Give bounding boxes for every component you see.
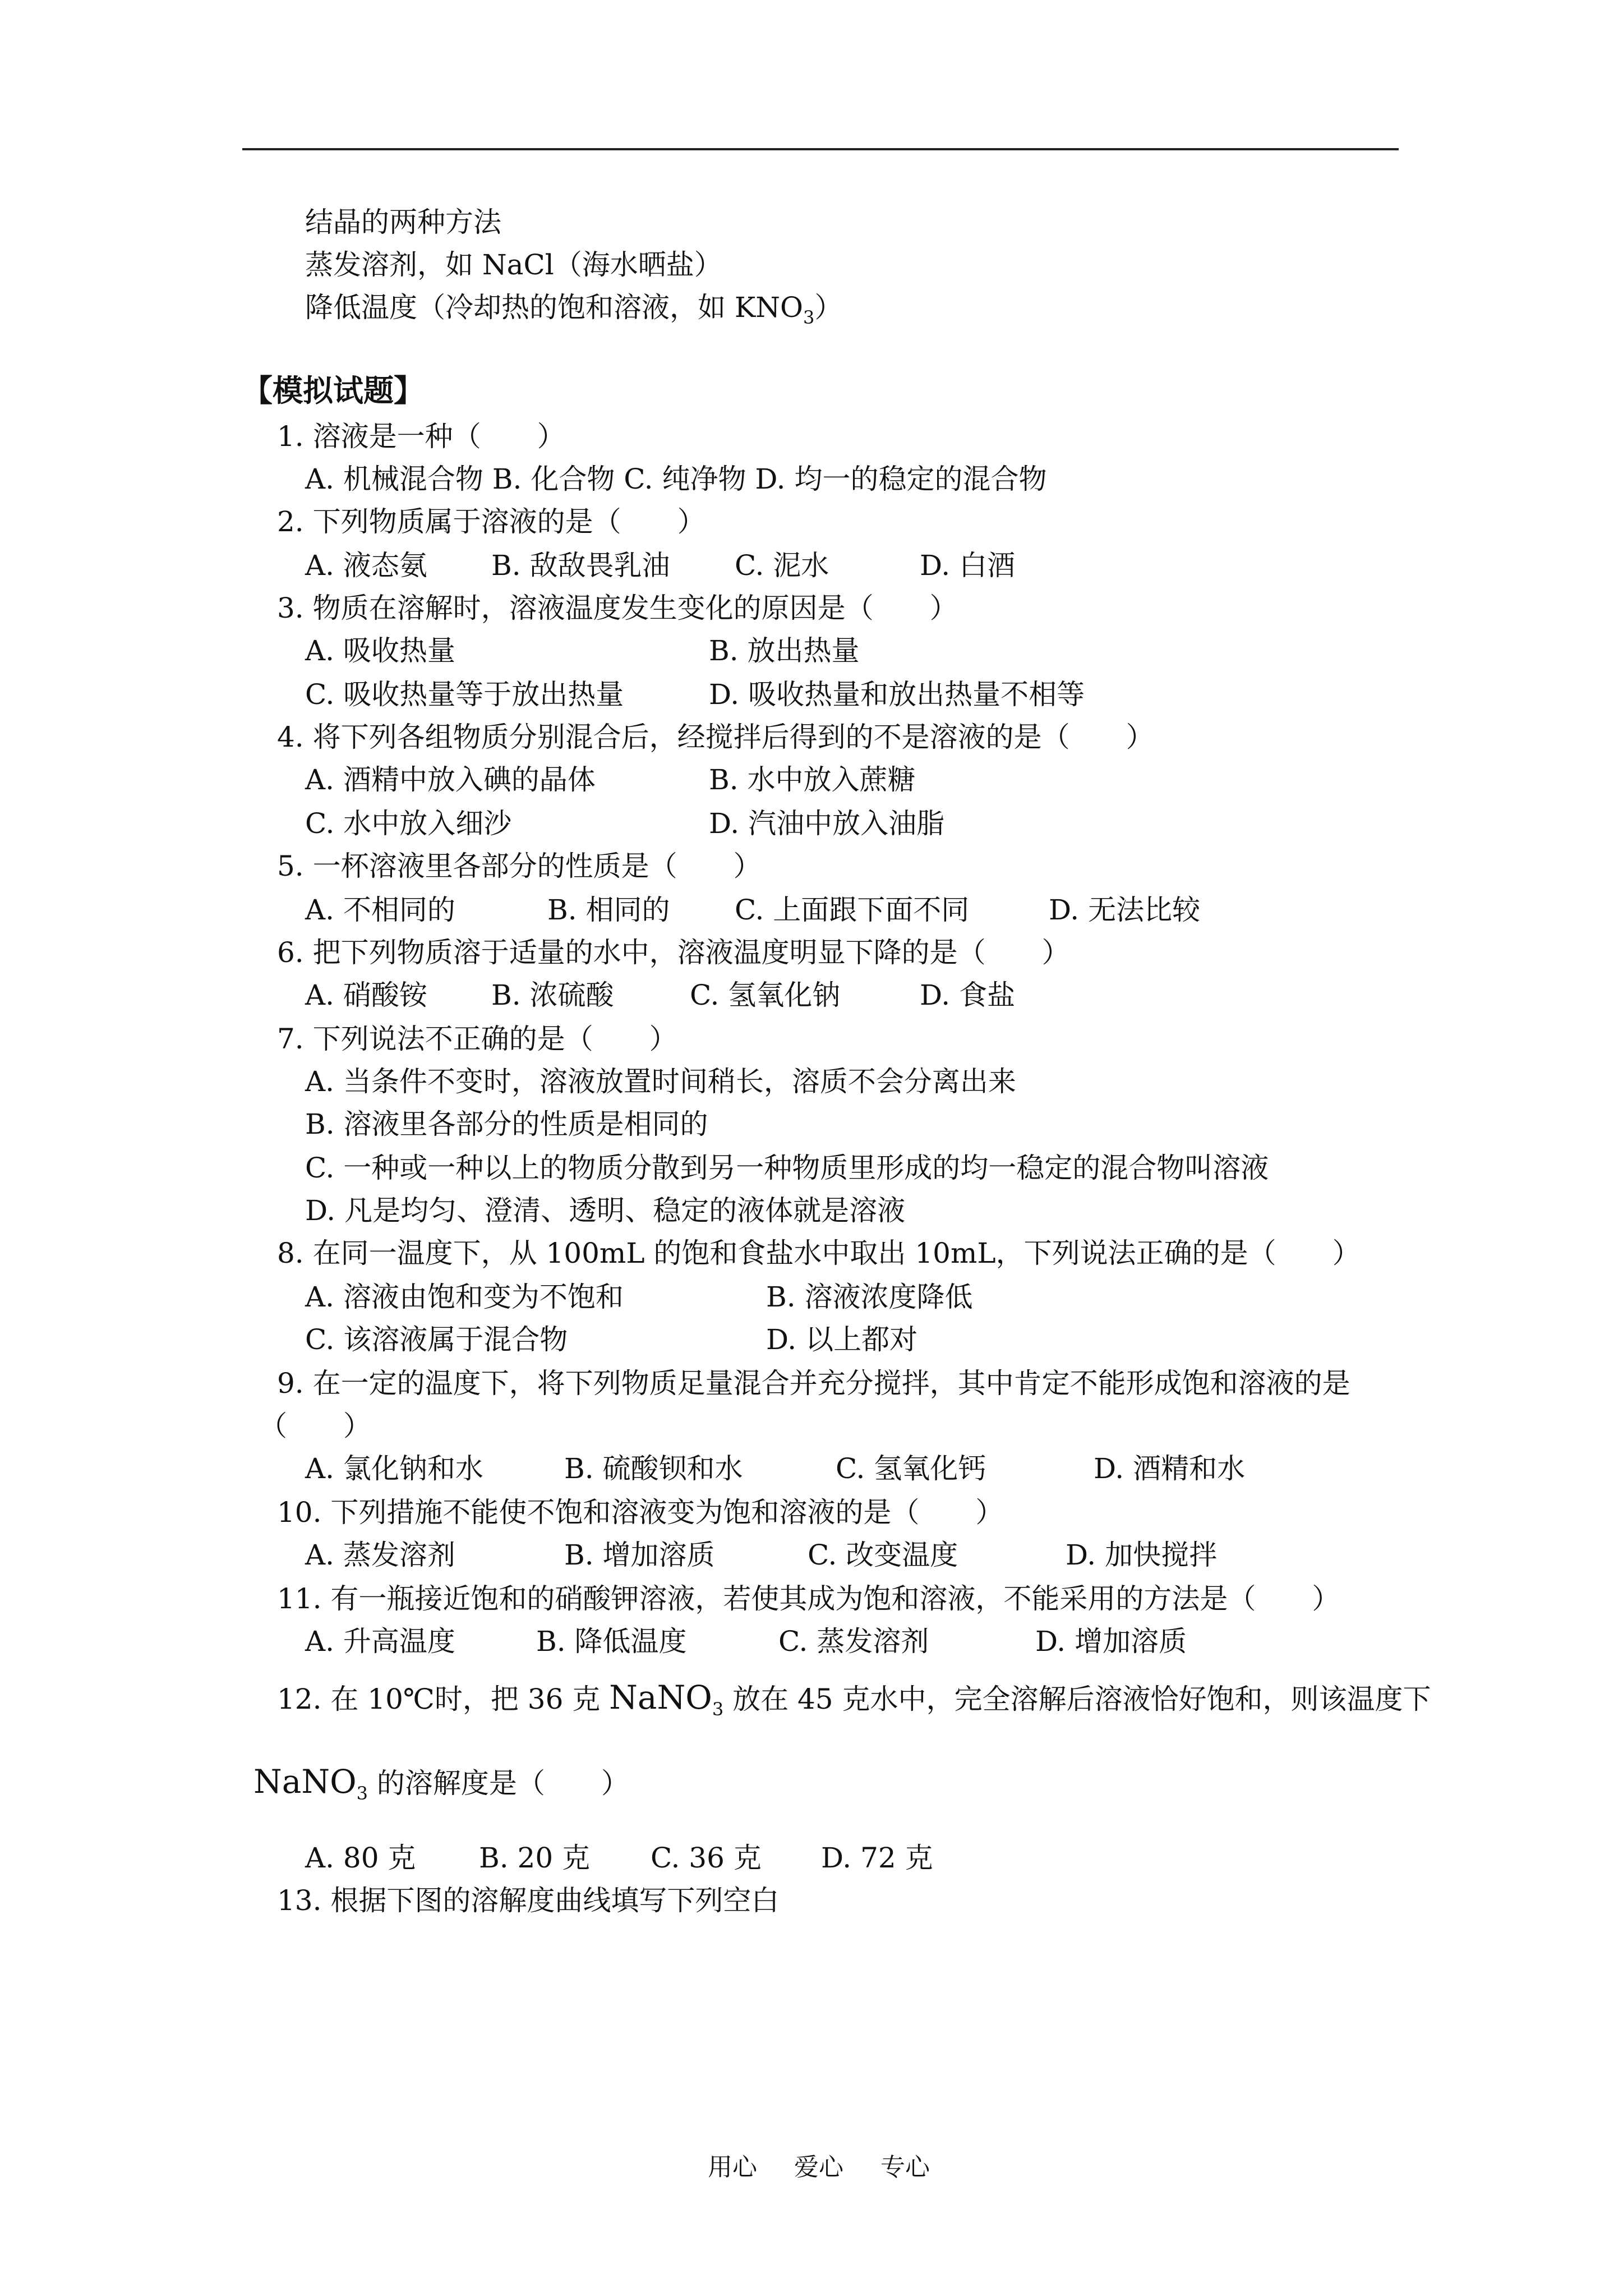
intro-line-3: 降低温度（冷却热的饱和溶液，如 $KNO_3$） bbox=[305, 291, 843, 328]
q5-option-c: C. 上面跟下面不同 bbox=[735, 894, 970, 926]
q6-option-a: A. 硝酸铵 bbox=[305, 979, 427, 1011]
q1-options: A. 机械混合物 B. 化合物 C. 纯净物 D. 均一的稳定的混合物 bbox=[305, 463, 1047, 495]
q3-option-d: D. 吸收热量和放出热量不相等 bbox=[709, 678, 1085, 711]
q9-option-a: A. 氯化钠和水 bbox=[305, 1452, 483, 1485]
footer-word-2: 爱心 bbox=[794, 2153, 843, 2182]
q11-option-c: C. 蒸发溶剂 bbox=[778, 1625, 929, 1658]
header-rule bbox=[242, 148, 1399, 150]
q12-option-b: B. 20 克 bbox=[479, 1842, 591, 1874]
q11-option-a: A. 升高温度 bbox=[305, 1625, 455, 1658]
q4-stem: 4. 将下列各组物质分别混合后，经搅拌后得到的不是溶液的是（ ） bbox=[277, 721, 1154, 753]
q4-option-a: A. 酒精中放入碘的晶体 bbox=[305, 763, 596, 796]
section-title: 【模拟试题】 bbox=[242, 372, 424, 408]
q12-stem-line2: NaNO$_3$ 的溶解度是（ ） bbox=[253, 1763, 629, 1804]
q8-option-b: B. 溶液浓度降低 bbox=[766, 1281, 973, 1313]
q12-stem: 12. 在 10℃时，把 36 克 NaNO$_3$ 放在 45 克水中，完全溶解后溶液恰好饱和，则该温度下 bbox=[277, 1678, 1431, 1720]
q3-stem: 3. 物质在溶解时，溶液温度发生变化的原因是（ ） bbox=[277, 592, 958, 624]
q9-option-c: C. 氢氧化钙 bbox=[836, 1452, 986, 1485]
q6-option-c: C. 氢氧化钠 bbox=[690, 979, 841, 1011]
q6-stem: 6. 把下列物质溶于适量的水中，溶液温度明显下降的是（ ） bbox=[277, 936, 1070, 969]
q8-option-d: D. 以上都对 bbox=[766, 1323, 918, 1356]
q4-option-d: D. 汽油中放入油脂 bbox=[709, 807, 945, 840]
q7-option-b: B. 溶液里各部分的性质是相同的 bbox=[305, 1108, 708, 1140]
q12-option-c: C. 36 克 bbox=[651, 1842, 762, 1874]
q10-option-b: B. 增加溶质 bbox=[564, 1539, 715, 1571]
intro-line-1: 结晶的两种方法 bbox=[305, 206, 501, 238]
q3-option-c: C. 吸收热量等于放出热量 bbox=[305, 678, 624, 711]
q2-stem: 2. 下列物质属于溶液的是（ ） bbox=[277, 505, 706, 538]
q11-option-d: D. 增加溶质 bbox=[1035, 1625, 1187, 1658]
q10-option-c: C. 改变温度 bbox=[808, 1539, 958, 1571]
q12-formula: NaNO bbox=[609, 1678, 712, 1717]
q11-stem: 11. 有一瓶接近饱和的硝酸钾溶液，若使其成为饱和溶液，不能采用的方法是（ ） bbox=[277, 1582, 1340, 1615]
footer-word-1: 用心 bbox=[708, 2153, 757, 2182]
q12-option-d: D. 72 克 bbox=[821, 1842, 933, 1874]
q12-option-a: A. 80 克 bbox=[305, 1842, 416, 1874]
q6-option-b: B. 浓硫酸 bbox=[491, 979, 614, 1011]
q5-option-a: A. 不相同的 bbox=[305, 894, 455, 926]
q3-option-a: A. 吸收热量 bbox=[305, 634, 455, 667]
q9-stem-bracket: （ ） bbox=[259, 1410, 371, 1442]
intro-line-2: 蒸发溶剂，如 NaCl（海水晒盐） bbox=[305, 249, 722, 281]
q7-option-d: D. 凡是均匀、澄清、透明、稳定的液体就是溶液 bbox=[305, 1194, 906, 1227]
q11-option-b: B. 降低温度 bbox=[536, 1625, 687, 1658]
q4-option-b: B. 水中放入蔗糖 bbox=[709, 763, 916, 796]
q7-stem: 7. 下列说法不正确的是（ ） bbox=[277, 1023, 677, 1055]
q6-option-d: D. 食盐 bbox=[920, 979, 1016, 1011]
q10-option-d: D. 加快搅拌 bbox=[1066, 1539, 1218, 1571]
q3-option-b: B. 放出热量 bbox=[709, 634, 860, 667]
q9-stem: 9. 在一定的温度下，将下列物质足量混合并充分搅拌，其中肯定不能形成饱和溶液的是 bbox=[277, 1367, 1350, 1400]
q1-stem: 1. 溶液是一种（ ） bbox=[277, 420, 565, 453]
footer-word-3: 专心 bbox=[880, 2153, 930, 2182]
q5-stem: 5. 一杯溶液里各部分的性质是（ ） bbox=[277, 850, 762, 882]
q2-option-b: B. 敌敌畏乳油 bbox=[491, 549, 670, 582]
q8-stem: 8. 在同一温度下，从 100mL 的饱和食盐水中取出 10mL，下列说法正确的是（ ） bbox=[277, 1237, 1361, 1269]
q7-option-c: C. 一种或一种以上的物质分散到另一种物质里形成的均一稳定的混合物叫溶液 bbox=[305, 1152, 1269, 1184]
q5-option-b: B. 相同的 bbox=[547, 894, 670, 926]
q9-option-d: D. 酒精和水 bbox=[1094, 1452, 1246, 1485]
q8-option-c: C. 该溶液属于混合物 bbox=[305, 1323, 568, 1356]
q13-stem: 13. 根据下图的溶解度曲线填写下列空白 bbox=[277, 1884, 780, 1917]
q2-option-d: D. 白酒 bbox=[920, 549, 1016, 582]
q7-option-a: A. 当条件不变时，溶液放置时间稍长，溶质不会分离出来 bbox=[305, 1065, 1016, 1098]
q4-option-c: C. 水中放入细沙 bbox=[305, 807, 512, 840]
q9-option-b: B. 硫酸钡和水 bbox=[564, 1452, 743, 1485]
q2-option-a: A. 液态氨 bbox=[305, 549, 427, 582]
q5-option-d: D. 无法比较 bbox=[1049, 894, 1201, 926]
q10-option-a: A. 蒸发溶剂 bbox=[305, 1539, 455, 1571]
q8-option-a: A. 溶液由饱和变为不饱和 bbox=[305, 1281, 624, 1313]
q12-formula-2: NaNO bbox=[253, 1763, 357, 1801]
q2-option-c: C. 泥水 bbox=[735, 549, 829, 582]
q10-stem: 10. 下列措施不能使不饱和溶液变为饱和溶液的是（ ） bbox=[277, 1496, 1004, 1529]
